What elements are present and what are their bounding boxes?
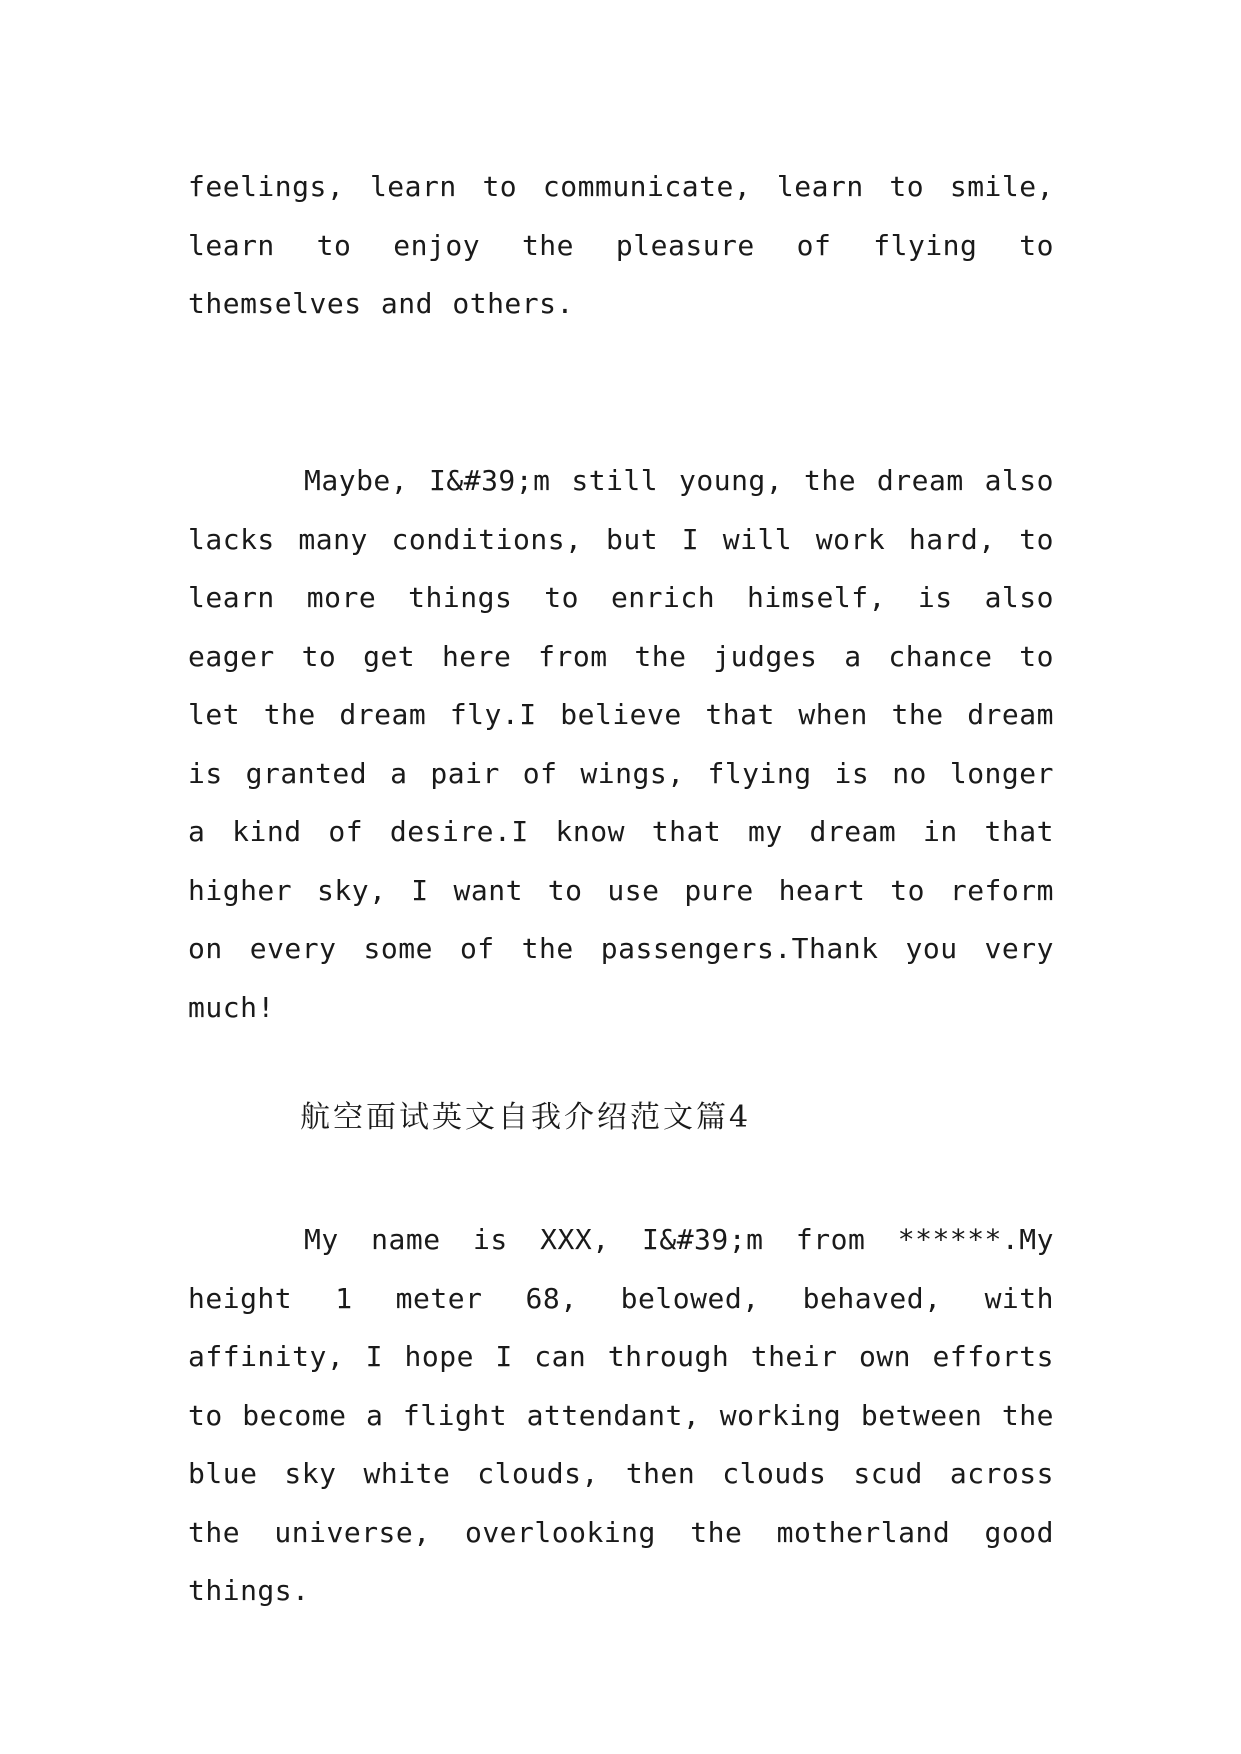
paragraph-maybe: Maybe, I&#39;m still young, the dream also lacks many conditions, but I will work hard, to learn more things to enrich himself, is also eager to get here from the judges a chance to let the dream fly.I believe that when the dream is granted a pair of wings, flying is no longer a kind of desire.I know that my dream in that higher sky, I want to use pure heart to reform on every some of the passengers.Thank you very much! (188, 464, 1054, 1024)
section-heading: 航空面试英文自我介绍范文篇4 (300, 1100, 752, 1135)
paragraph-feelings: feelings, learn to communicate, learn to smile, learn to enjoy the pleasure of flying to themselves and others. (188, 170, 1054, 320)
paragraph-my-name: My name is XXX, I&#39;m from ******.My height 1 meter 68, belowed, behaved, with affinity, I hope I can through their own efforts to become a flight attendant, working between the blue sky white clouds, then clouds scud across the universe, overlooking the motherland good things. (188, 1223, 1054, 1607)
